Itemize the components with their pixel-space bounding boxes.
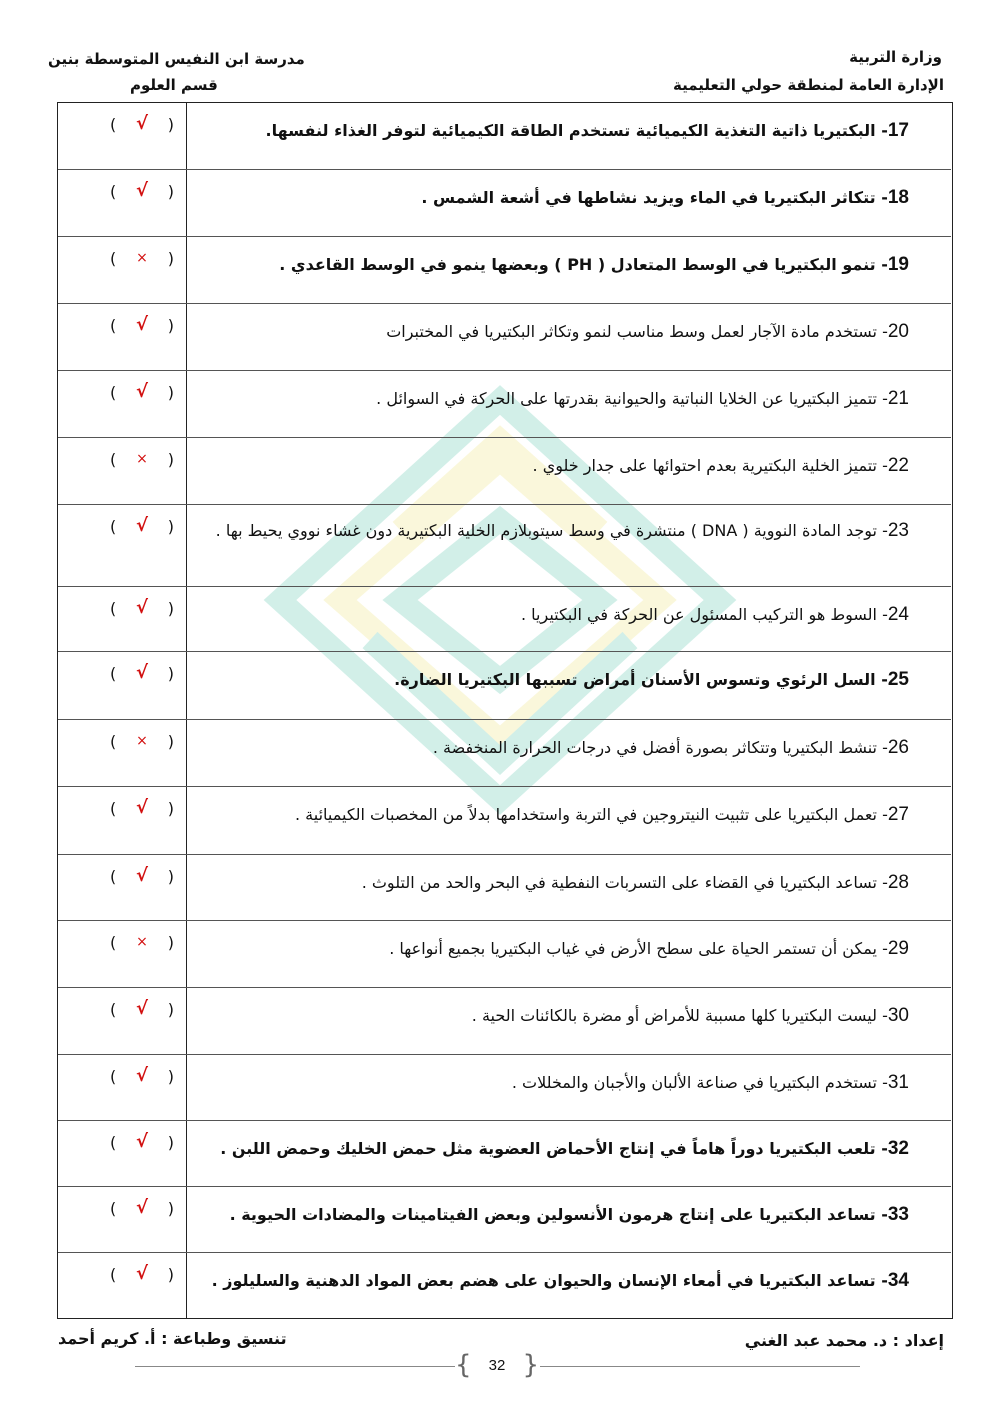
- statement-text: تلعب البكتيريا دوراً هاماً في إنتاج الأحماض العضوية مثل حمض الخليك وحمض اللبن .: [220, 1139, 876, 1158]
- coordination-credit: تنسيق وطباعة : أ. كريم أحمد: [58, 1329, 287, 1348]
- question-row: [58, 304, 951, 371]
- number-separator: -: [877, 322, 888, 341]
- check-mark-icon: √: [135, 180, 148, 201]
- question-row: [58, 652, 951, 720]
- statement-text: يمكن أن تستمر الحياة على سطح الأرض في غياب البكتيريا بجميع أنواعها .: [389, 939, 877, 958]
- statement-text: تساعد البكتيريا على إنتاج هرمون الأنسولين وبعض الفيتامينات والمضادات الحيوية .: [229, 1205, 876, 1224]
- number-separator: -: [875, 255, 888, 274]
- question-number: 25: [887, 669, 909, 690]
- question-text: [209, 728, 909, 768]
- statement-text: السوط هو التركيب المسئول عن الحركة في البكتيريا .: [520, 605, 877, 624]
- department-name: قسم العلوم: [130, 76, 218, 94]
- questions-table: [57, 102, 953, 1319]
- answer-cell: [106, 797, 178, 825]
- answer-cell: [106, 865, 178, 893]
- answer-bracket-close: ): [167, 933, 174, 952]
- number-separator: -: [877, 873, 888, 892]
- question-text: [209, 863, 909, 903]
- answer-cell: [106, 1263, 178, 1291]
- answer-bracket-close: ): [167, 867, 174, 886]
- statement-text: تتميز الخلية البكتيرية بعدم احتوائها على جدار خلوي .: [532, 456, 877, 475]
- answer-cell: [106, 597, 178, 625]
- statement-text: تساعد البكتيريا في القضاء على التسربات النفطية في البحر والحد من التلوث .: [361, 873, 877, 892]
- question-number: 23: [887, 520, 909, 541]
- check-mark-icon: √: [135, 381, 148, 402]
- question-text: [209, 595, 909, 635]
- question-row: [58, 103, 951, 170]
- question-row: [58, 1121, 951, 1187]
- statement-text: تنمو البكتيريا في الوسط المتعادل ( PH ) وبعضها ينمو في الوسط القاعدي .: [279, 255, 876, 274]
- check-mark-icon: √: [135, 998, 148, 1019]
- statement-text: البكتيريا ذاتية التغذية الكيميائية تستخدم الطاقة الكيميائية لتوفر الغذاء لنفسها.: [265, 121, 876, 140]
- answer-cell: [106, 1131, 178, 1159]
- bracket-right-icon: }: [522, 1350, 539, 1380]
- question-text: [209, 1063, 909, 1103]
- number-separator: -: [877, 1073, 888, 1092]
- answer-cell: [106, 515, 178, 543]
- question-number: 32: [887, 1138, 909, 1159]
- number-separator: -: [875, 121, 888, 140]
- statement-text: تعمل البكتيريا على تثبيت النيتروجين في التربة واستخدامها بدلاً من المخصبات الكيميائية .: [295, 805, 877, 824]
- question-text: [209, 1129, 909, 1169]
- answer-bracket-close: ): [167, 383, 174, 402]
- statement-text: تستخدم مادة الآجار لعمل وسط مناسب لنمو وتكاثر البكتيريا في المختبرات: [386, 322, 877, 341]
- page-number-box: [455, 1350, 539, 1382]
- prepared-by: إعداد : د. محمد عبد الغني: [744, 1331, 944, 1350]
- answer-bracket-open: (: [110, 599, 117, 618]
- question-text: [209, 379, 909, 419]
- question-row: [58, 170, 951, 237]
- statement-text: السل الرئوي وتسوس الأسنان أمراض تسببها البكتيريا الضارة.: [394, 670, 876, 689]
- number-separator: -: [877, 389, 888, 408]
- answer-bracket-open: (: [110, 933, 117, 952]
- question-text: [209, 1261, 909, 1301]
- check-mark-icon: √: [135, 314, 148, 335]
- question-row: [58, 371, 951, 438]
- answer-bracket-open: (: [110, 664, 117, 683]
- answer-bracket-open: (: [110, 1067, 117, 1086]
- question-number: 18: [887, 187, 909, 208]
- footer-rule-right: [540, 1366, 860, 1367]
- answer-cell: [106, 1197, 178, 1225]
- question-number: 33: [887, 1204, 909, 1225]
- number-separator: -: [875, 670, 888, 689]
- answer-bracket-close: ): [167, 599, 174, 618]
- check-mark-icon: √: [135, 515, 148, 536]
- number-separator: -: [877, 939, 888, 958]
- number-separator: -: [875, 188, 888, 207]
- answer-cell: [106, 314, 178, 342]
- number-separator: -: [877, 805, 888, 824]
- answer-bracket-open: (: [110, 383, 117, 402]
- question-text: [209, 660, 909, 700]
- number-separator: -: [875, 1271, 888, 1290]
- answer-bracket-close: ): [167, 1133, 174, 1152]
- question-number: 21: [887, 388, 909, 409]
- question-row: [58, 1253, 951, 1317]
- check-mark-icon: √: [135, 1197, 148, 1218]
- answer-cell: [106, 998, 178, 1026]
- answer-bracket-open: (: [110, 1199, 117, 1218]
- question-number: 31: [887, 1072, 909, 1093]
- question-row: [58, 720, 951, 787]
- answer-bracket-close: ): [167, 1067, 174, 1086]
- answer-bracket-close: ): [167, 1265, 174, 1284]
- question-number: 28: [887, 872, 909, 893]
- number-separator: -: [877, 605, 888, 624]
- question-number: 20: [887, 321, 909, 342]
- cross-mark-icon: ×: [136, 934, 148, 950]
- answer-cell: [106, 247, 178, 275]
- question-text: [209, 446, 909, 486]
- statement-text: توجد المادة النووية ( DNA ) منتشرة في وسط سيتوبلازم الخلية البكتيرية دون غشاء نووي يحيط بها .: [215, 521, 877, 540]
- question-row: [58, 587, 951, 652]
- question-number: 29: [887, 938, 909, 959]
- question-row: [58, 505, 951, 587]
- question-number: 26: [887, 737, 909, 758]
- answer-bracket-open: (: [110, 450, 117, 469]
- check-mark-icon: √: [135, 662, 148, 683]
- page-number: 32: [488, 1357, 506, 1374]
- answer-bracket-open: (: [110, 799, 117, 818]
- answer-cell: [106, 448, 178, 476]
- answer-bracket-open: (: [110, 1000, 117, 1019]
- answer-bracket-close: ): [167, 115, 174, 134]
- answer-bracket-open: (: [110, 732, 117, 751]
- cross-mark-icon: ×: [136, 733, 148, 749]
- answer-cell: [106, 1065, 178, 1093]
- question-text: [209, 795, 909, 835]
- answer-cell: [106, 931, 178, 959]
- statement-text: تنشط البكتيريا وتتكاثر بصورة أفضل في درجات الحرارة المنخفضة .: [432, 738, 877, 757]
- number-separator: -: [877, 738, 888, 757]
- number-separator: -: [875, 1139, 888, 1158]
- answer-bracket-close: ): [167, 1199, 174, 1218]
- question-text: [209, 996, 909, 1036]
- number-separator: -: [875, 1205, 888, 1224]
- answer-bracket-close: ): [167, 799, 174, 818]
- question-number: 24: [887, 604, 909, 625]
- number-separator: -: [877, 521, 888, 540]
- check-mark-icon: √: [135, 865, 148, 886]
- answer-bracket-close: ): [167, 182, 174, 201]
- answer-bracket-open: (: [110, 1133, 117, 1152]
- answer-bracket-open: (: [110, 249, 117, 268]
- statement-text: تتكاثر البكتيريا في الماء ويزيد نشاطها في أشعة الشمس .: [421, 188, 876, 207]
- statement-text: تتميز البكتيريا عن الخلايا النباتية والحيوانية بقدرتها على الحركة في السوائل .: [376, 389, 877, 408]
- answer-bracket-close: ): [167, 1000, 174, 1019]
- statement-text: ليست البكتيريا كلها مسببة للأمراض أو مضرة بالكائنات الحية .: [471, 1006, 877, 1025]
- answer-cell: [106, 180, 178, 208]
- answer-bracket-open: (: [110, 867, 117, 886]
- check-mark-icon: √: [135, 1131, 148, 1152]
- bracket-left-icon: {: [455, 1350, 472, 1380]
- answer-bracket-open: (: [110, 1265, 117, 1284]
- answer-bracket-close: ): [167, 732, 174, 751]
- question-row: [58, 921, 951, 988]
- check-mark-icon: √: [135, 797, 148, 818]
- answer-bracket-close: ): [167, 249, 174, 268]
- question-text: [209, 178, 909, 218]
- question-text: [209, 929, 909, 969]
- question-row: [58, 438, 951, 505]
- question-number: 34: [887, 1270, 909, 1291]
- footer-rule-left: [135, 1366, 455, 1367]
- check-mark-icon: √: [135, 113, 148, 134]
- answer-bracket-open: (: [110, 517, 117, 536]
- question-text: [209, 312, 909, 352]
- question-text: [209, 245, 909, 285]
- answer-cell: [106, 113, 178, 141]
- answer-cell: [106, 381, 178, 409]
- question-row: [58, 855, 951, 921]
- ministry-title: وزارة التربية: [849, 48, 942, 66]
- question-row: [58, 988, 951, 1055]
- question-number: 19: [887, 254, 909, 275]
- question-text: [209, 1195, 909, 1235]
- answer-bracket-close: ): [167, 664, 174, 683]
- statement-text: تستخدم البكتيريا في صناعة الألبان والأجبان والمخللات .: [511, 1073, 877, 1092]
- question-number: 30: [887, 1005, 909, 1026]
- question-row: [58, 1055, 951, 1121]
- answer-bracket-open: (: [110, 115, 117, 134]
- check-mark-icon: √: [135, 1263, 148, 1284]
- answer-bracket-close: ): [167, 316, 174, 335]
- answer-cell: [106, 730, 178, 758]
- question-text: [209, 513, 909, 549]
- question-number: 17: [887, 120, 909, 141]
- number-separator: -: [877, 456, 888, 475]
- answer-cell: [106, 662, 178, 690]
- question-row: [58, 1187, 951, 1253]
- school-name: مدرسة ابن النفيس المتوسطة بنين: [48, 50, 305, 68]
- question-row: [58, 237, 951, 304]
- check-mark-icon: √: [135, 1065, 148, 1086]
- question-text: [209, 111, 909, 151]
- statement-text: تساعد البكتيريا في أمعاء الإنسان والحيوان على هضم بعض المواد الدهنية والسليلوز .: [211, 1271, 876, 1290]
- answer-bracket-open: (: [110, 316, 117, 335]
- answer-bracket-close: ): [167, 450, 174, 469]
- question-number: 22: [887, 455, 909, 476]
- cross-mark-icon: ×: [136, 250, 148, 266]
- number-separator: -: [877, 1006, 888, 1025]
- directorate-title: الإدارة العامة لمنطقة حولي التعليمية: [672, 76, 944, 94]
- question-row: [58, 787, 951, 855]
- check-mark-icon: √: [135, 597, 148, 618]
- answer-bracket-close: ): [167, 517, 174, 536]
- cross-mark-icon: ×: [136, 451, 148, 467]
- answer-bracket-open: (: [110, 182, 117, 201]
- question-number: 27: [887, 804, 909, 825]
